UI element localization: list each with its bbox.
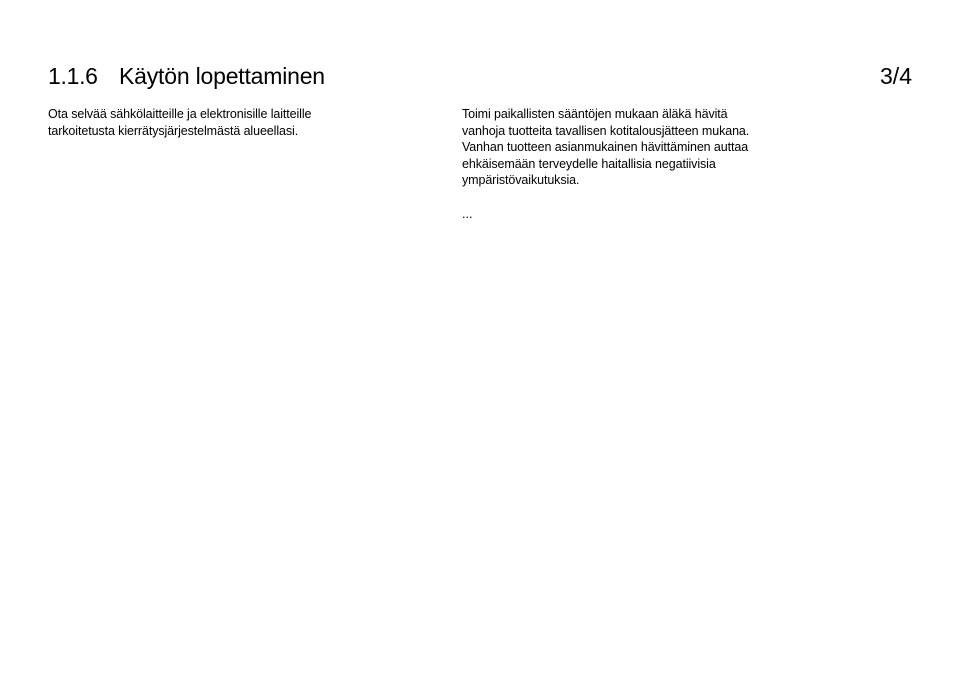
page-indicator: 3/4 <box>880 63 912 89</box>
page-header <box>48 60 912 94</box>
left-column-text: Ota selvää sähkölaitteille ja elektronisille laitteille tarkoitetusta kierrätysjärjestelmästä alueellasi. <box>48 107 312 138</box>
right-column-text: Toimi paikallisten sääntöjen mukaan äläkä hävitä vanhoja tuotteita tavallisen kotitalousjätteen mukana. Vanhan tuotteen asianmukainen hävittäminen auttaa ehkäisemään terveydelle haitallisia negatiivisia ympäristövaikutuksia. <box>462 107 750 187</box>
continuation-ellipsis: ... <box>462 207 473 221</box>
section-title: Käytön lopettaminen <box>119 63 325 89</box>
section-number: 1.1.6 <box>48 63 98 89</box>
